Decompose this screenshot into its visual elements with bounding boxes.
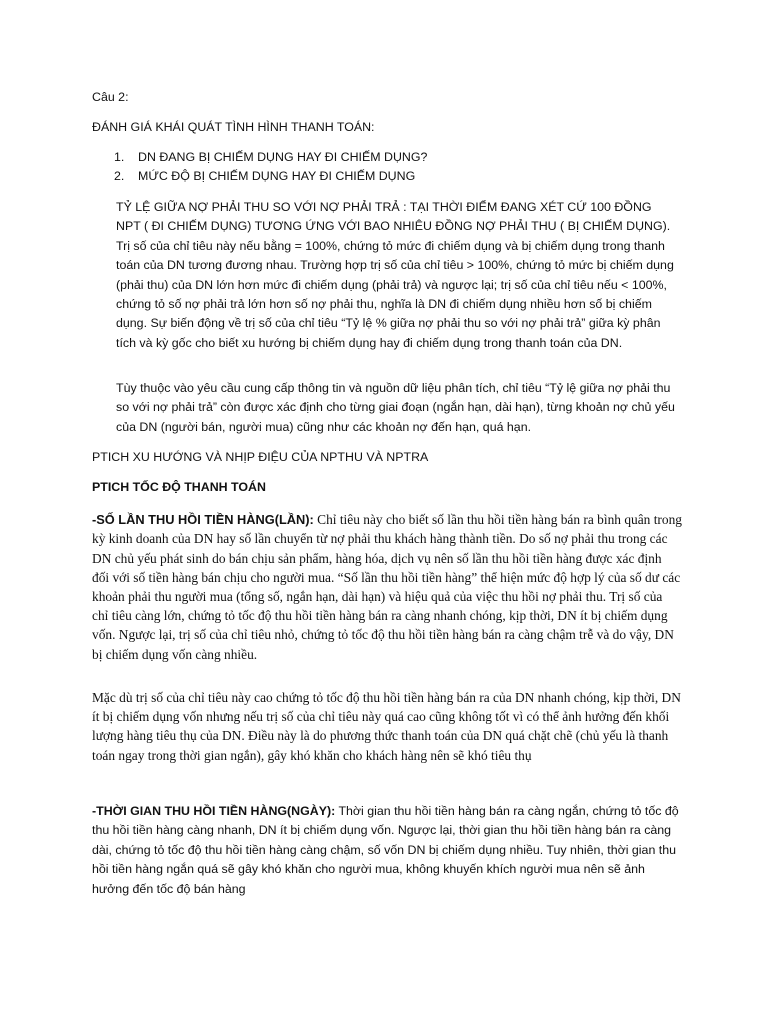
turnover-text: Chỉ tiêu này cho biết số lần thu hồi tiền hàng bán ra bình quân trong kỳ kinh doanh của DN hay số lần chuyển từ nợ phải thu khách hàng thành tiền. Do số nợ phải thu trong các DN chủ yếu phát sinh do bán chịu sản phẩm, hàng hóa, dịch vụ nên số lần thu hồi tiền hàng được xác định đối với số tiền hàng bán chịu cho người mua. “Số lần thu hồi tiền hàng” thể hiện mức độ hợp lý của số dư các khoản phải thu người mua (tổng số, ngắn hạn, dài hạn) và hiệu quả của việc thu hồi nợ phải thu. Trị số của chỉ tiêu càng lớn, chứng tỏ tốc độ thu hồi tiền hàng bán ra càng nhanh chóng, kịp thời, DN ít bị chiếm dụng vốn. Ngược lại, trị số của chỉ tiêu nhỏ, chứng tỏ tốc độ thu hồi tiền hàng bán ra càng chậm trễ và do vậy, DN bị chiếm dụng vốn càng nhiều. xyxy=(92,512,682,662)
list-text: MỨC ĐỘ BỊ CHIẾM DỤNG HAY ĐI CHIẾM DỤNG xyxy=(138,169,416,184)
list-number: 2. xyxy=(114,169,125,184)
info-paragraph: Tùy thuộc vào yêu cầu cung cấp thông tin và nguồn dữ liệu phân tích, chỉ tiêu “Tỷ lệ giữa nợ phải thu so với nợ phải trả” còn được xác định cho từng giai đoạn (ngắn hạn, dài hạn), từng khoản nợ chủ yếu của DN (người bán, người mua) cũng như các khoản nợ đến hạn, quá hạn. xyxy=(116,381,675,434)
list-item xyxy=(92,167,427,186)
period-text: Thời gian thu hồi tiền hàng bán ra càng ngắn, chứng tỏ tốc độ thu hồi tiền hàng càng nhanh, DN ít bị chiếm dụng vốn. Ngược lại, thời gian thu hồi tiền hàng bán ra càng dài, chứng tỏ tốc độ thu hồi tiền hàng càng chậm, số vốn DN bị chiếm dụng nhiều. Tuy nhiên, thời gian thu hồi tiền hàng ngắn quá sẽ gây khó khăn cho người mua, không khuyến khích người mua nên sẽ ảnh hưởng đến tốc độ bán hàng xyxy=(92,804,679,896)
period-paragraph xyxy=(92,802,682,899)
speed-heading: PTICH TỐC ĐỘ THANH TOÁN xyxy=(92,480,266,494)
section-heading: ĐÁNH GIÁ KHÁI QUÁT TÌNH HÌNH THANH TOÁN: xyxy=(92,120,375,134)
trend-heading: PTICH XU HƯỚNG VÀ NHỊP ĐIỆU CỦA NPTHU VÀ NPTRA xyxy=(92,450,429,464)
question-label: Câu 2: xyxy=(92,90,129,104)
list-item xyxy=(92,148,427,167)
list-number: 1. xyxy=(114,150,125,164)
ratio-paragraph: TỶ LỆ GIỮA NỢ PHẢI THU SO VỚI NỢ PHẢI TRẢ : TẠI THỜI ĐIỂM ĐANG XÉT CỨ 100 ĐỒNG NPT ( ĐI CHIẾM DỤNG) TƯƠNG ỨNG VỚI BAO NHIÊU ĐỒNG NỢ PHẢI THU ( BỊ CHIẾM DỤNG). Trị số của chỉ tiêu này nếu bằng = 100%, chứng tỏ mức đi chiếm dụng và bị chiếm dụng trong thanh toán của DN tương đương nhau. Trường hợp trị số của chỉ tiêu > 100%, chứng tỏ mức bị chiếm dụng (phải thu) của DN lớn hơn mức đi chiếm dụng (phải trả) và ngược lại; trị số của chỉ tiêu nếu < 100%, chứng tỏ số nợ phải trả lớn hơn số nợ phải thu, nghĩa là DN đi chiếm dụng nhiều hơn số bị chiếm dụng. Sự biến động về trị số của chỉ tiêu “Tỷ lệ % giữa nợ phải thu so với nợ phải trả” giữa kỳ phân tích và kỳ gốc cho biết xu hướng bị chiếm dụng hay đi chiếm dụng trong thanh toán của DN. xyxy=(116,200,674,350)
turnover-label: -SỐ LẦN THU HỒI TIỀN HÀNG(LẦN): xyxy=(92,512,314,527)
turnover-paragraph xyxy=(92,510,682,664)
list-text: DN ĐANG BỊ CHIẾM DỤNG HAY ĐI CHIẾM DỤNG? xyxy=(138,150,428,164)
period-label: -THỜI GIAN THU HỒI TIỀN HÀNG(NGÀY): xyxy=(92,804,336,818)
question-list xyxy=(92,148,427,187)
high-ratio-paragraph: Mặc dù trị số của chỉ tiêu này cao chứng tỏ tốc độ thu hồi tiền hàng bán ra của DN nhanh chóng, kịp thời, DN ít bị chiếm dụng vốn nhưng nếu trị số của chỉ tiêu này quá cao cũng không tốt vì có thể ảnh hưởng đến khối lượng hàng tiêu thụ của DN. Điều này là do phương thức thanh toán của DN quá chặt chẽ (chủ yếu là thanh toán ngay trong thời gian ngắn), gây khó khăn cho khách hàng nên sẽ khó tiêu thụ xyxy=(92,690,681,763)
